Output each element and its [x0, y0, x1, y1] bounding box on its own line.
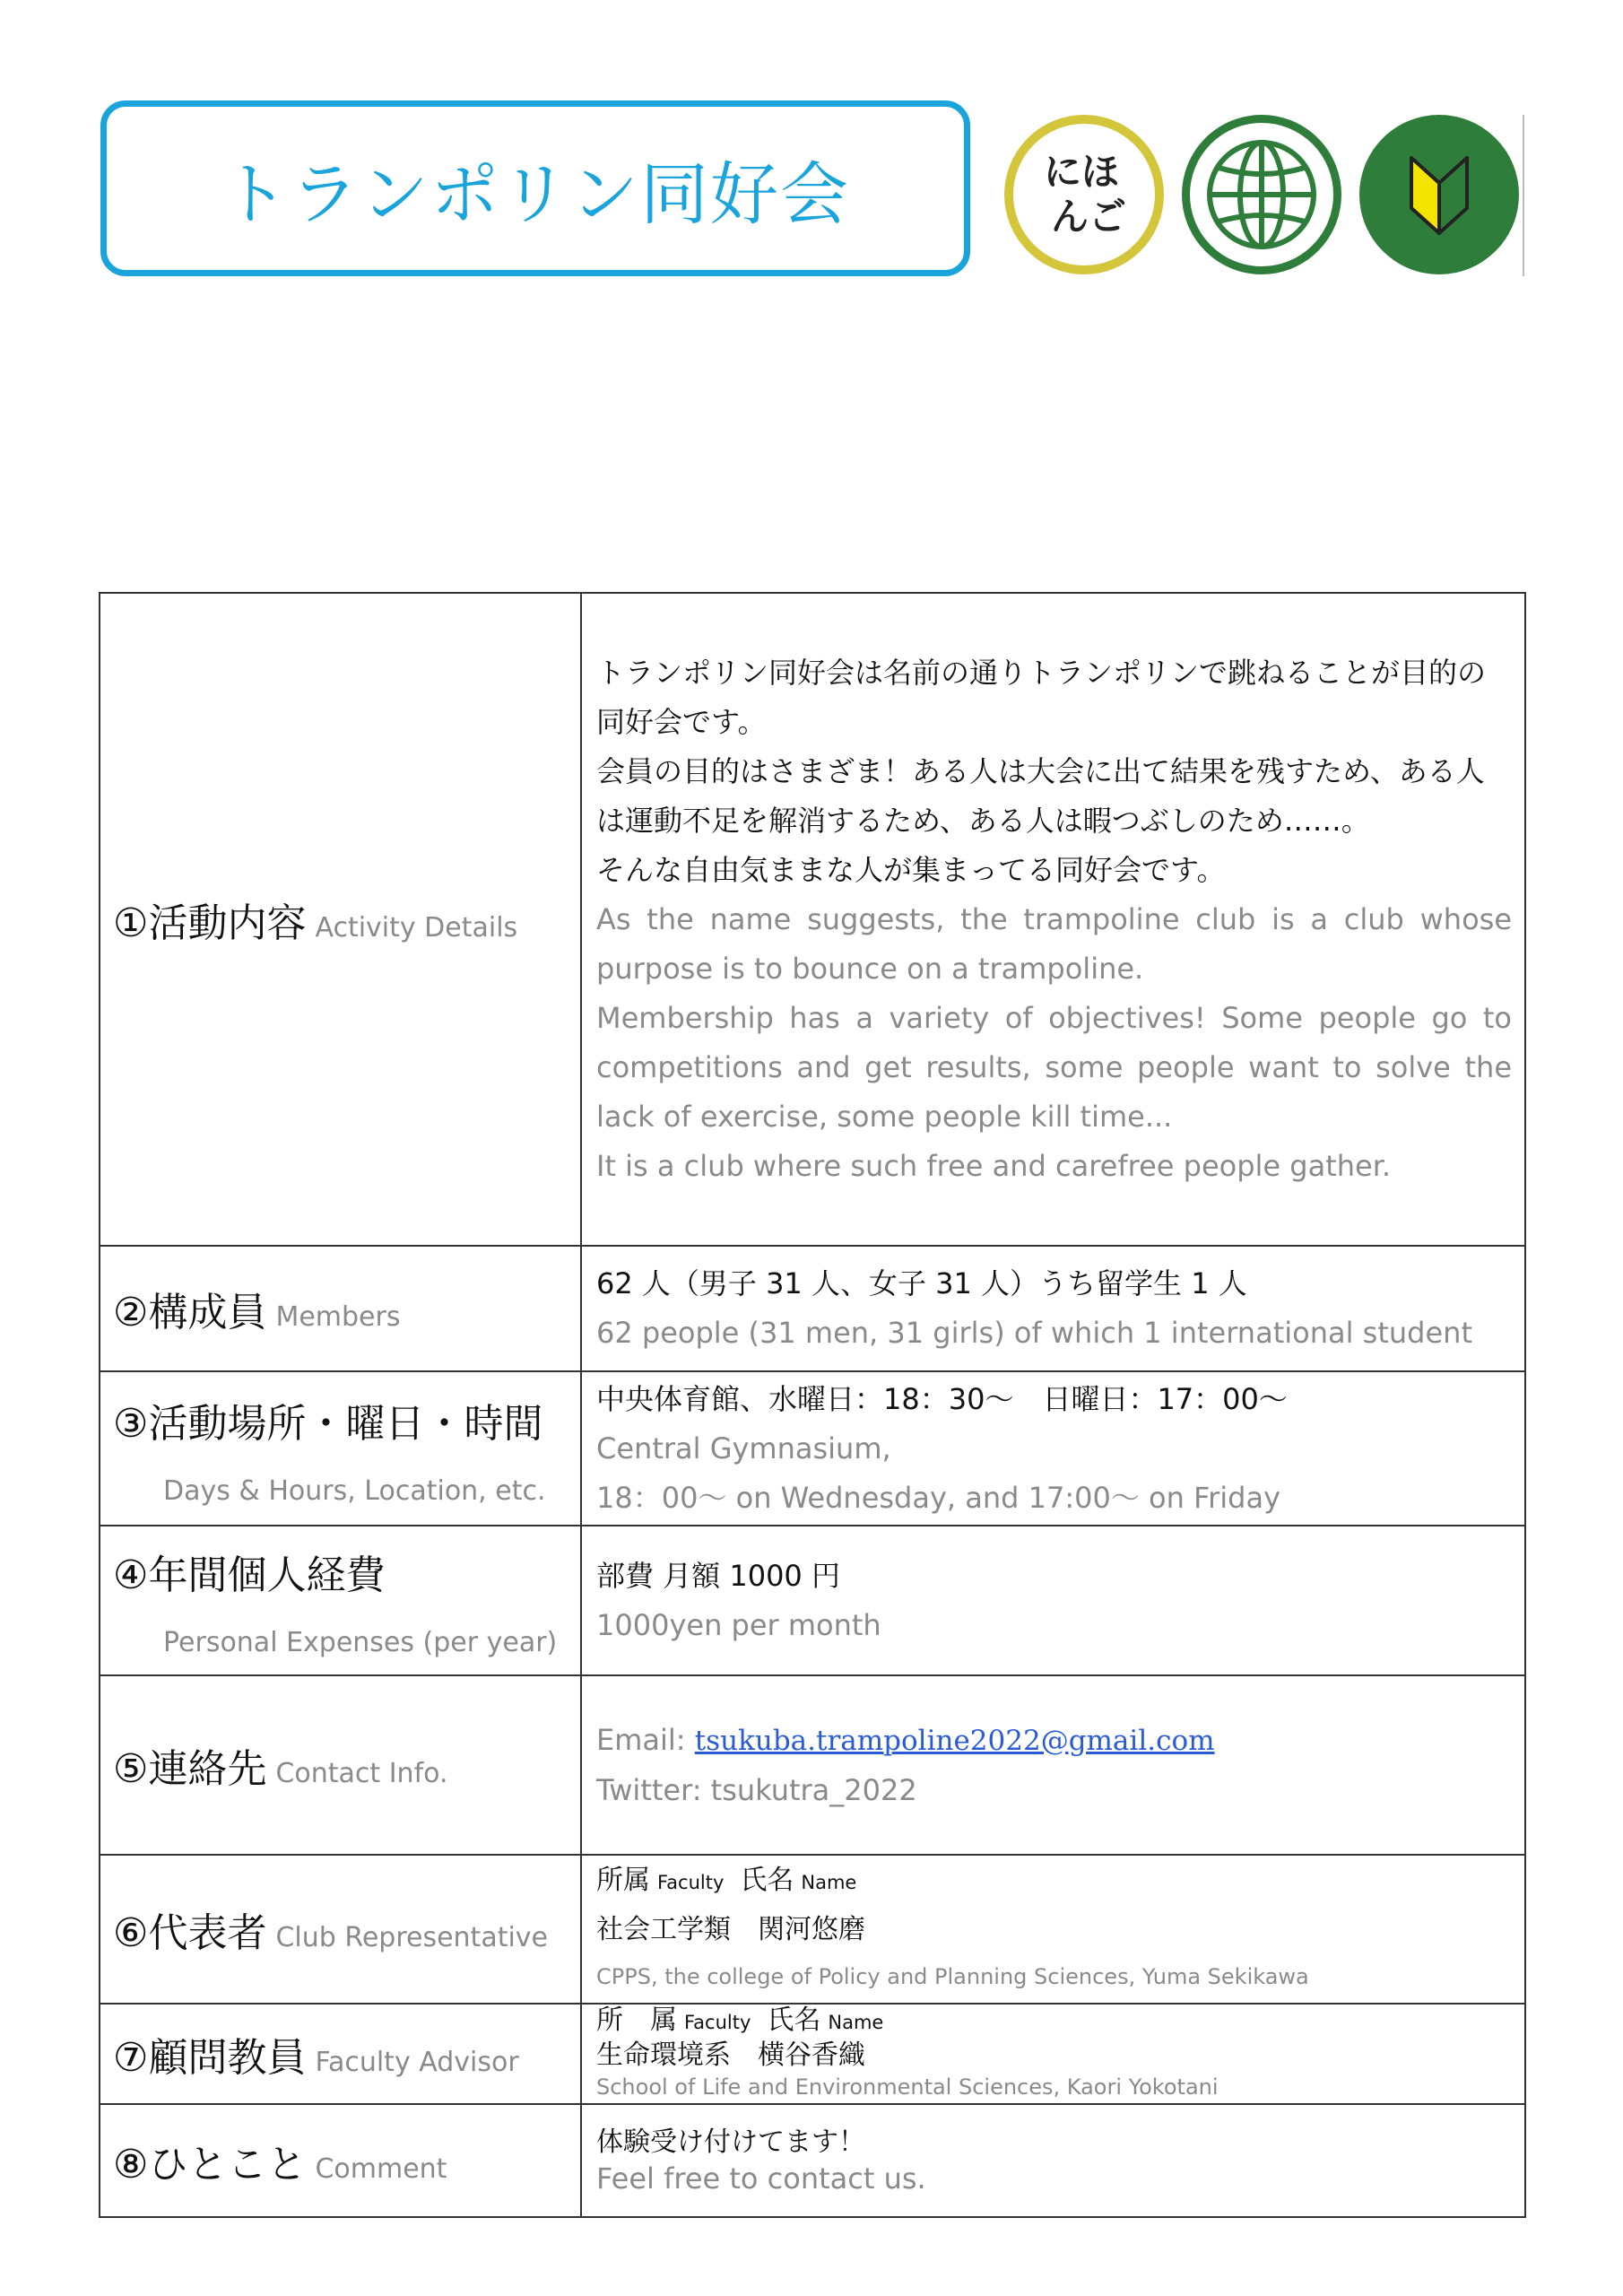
adv-value-en: School of Life and Environmental Sciences, Kaori Yokotani: [596, 2074, 1219, 2100]
activity-value-cell: [581, 593, 1525, 1246]
row-contact: [100, 1675, 1525, 1855]
location-en-2: 18：00～ on Wednesday, and 17:00～ on Friday: [596, 1480, 1281, 1515]
nihongo-badge-icon: [1004, 115, 1164, 274]
rep-value-jp: 社会工学類 関河悠磨: [596, 1914, 865, 1945]
globe-icon: [1182, 115, 1341, 274]
members-value-cell: [581, 1246, 1525, 1371]
advisor-label-jp: ⑦顧問教員: [113, 2035, 307, 2081]
rep-value-en: CPPS, the college of Policy and Planning Sciences, Yuma Sekikawa: [596, 1964, 1309, 1989]
activity-label-cell: [100, 593, 581, 1246]
rep-name-en: Name: [801, 1872, 857, 1893]
location-label-en: Days & Hours, Location, etc.: [163, 1474, 546, 1507]
members-label-jp: ②構成員: [113, 1290, 267, 1335]
comment-value-cell: [581, 2104, 1525, 2217]
contact-label-jp: ⑤連絡先: [113, 1746, 267, 1792]
email-label: Email:: [596, 1722, 695, 1757]
comment-label-cell: [100, 2104, 581, 2217]
email-link[interactable]: tsukuba.trampoline2022@gmail.com: [694, 1724, 1215, 1757]
expenses-en: 1000yen per month: [596, 1607, 881, 1642]
contact-label-cell: [100, 1675, 581, 1855]
adv-faculty-jp: 所 属: [596, 2005, 677, 2036]
expenses-jp: 部費 月額 1000 円: [596, 1558, 840, 1593]
members-label-en: Members: [275, 1301, 401, 1333]
advisor-label-en: Faculty Advisor: [315, 2047, 519, 2078]
activity-jp-3: そんな自由気ままな人が集まってる同好会です。: [596, 852, 1226, 887]
rep-name-jp: 氏名: [740, 1865, 794, 1896]
club-info-table: [99, 592, 1526, 2218]
location-en-1: Central Gymnasium,: [596, 1431, 891, 1465]
location-value-cell: [581, 1371, 1525, 1526]
expenses-value-cell: [581, 1526, 1525, 1675]
row-advisor: [100, 2004, 1525, 2104]
representative-value-cell: [581, 1855, 1525, 2004]
contact-label-en: Contact Info.: [275, 1758, 448, 1789]
expenses-label-en: Personal Expenses (per year): [163, 1627, 558, 1658]
row-representative: [100, 1855, 1525, 2004]
adv-name-en: Name: [828, 2012, 884, 2033]
adv-faculty-en: Faculty: [684, 2012, 751, 2033]
rep-faculty-jp: 所属: [596, 1865, 650, 1896]
members-jp: 62 人（男子 31 人、女子 31 人）うち留学生 1 人: [596, 1266, 1247, 1300]
activity-en-2: Membership has a variety of objectives! Some people go to competitions and get results, some people want to solve the lack of exercise, some people kill time...: [596, 1000, 1512, 1134]
row-expenses: [100, 1526, 1525, 1675]
row-comment: [100, 2104, 1525, 2217]
activity-jp-1: トランポリン同好会は名前の通りトランポリンで跳ねることが目的の同好会です。: [596, 655, 1487, 739]
activity-label-en: Activity Details: [315, 912, 518, 944]
location-label-cell: [100, 1371, 581, 1526]
club-title: トランポリン同好会: [221, 153, 850, 234]
row-location: [100, 1371, 1525, 1526]
expenses-label-cell: [100, 1526, 581, 1675]
activity-en-1: As the name suggests, the trampoline club is a club whose purpose is to bounce on a trampoline.: [596, 901, 1512, 986]
advisor-label-cell: [100, 2004, 581, 2104]
header-edge-line: [1523, 115, 1524, 276]
activity-en-3: It is a club where such free and carefree people gather.: [596, 1148, 1392, 1183]
comment-label-en: Comment: [315, 2153, 447, 2185]
contact-value-cell: [581, 1675, 1525, 1855]
nihongo-badge-line1: にほ: [1043, 150, 1119, 194]
advisor-header: [596, 2005, 1512, 2039]
location-jp: 中央体育館、水曜日：18：30～ 日曜日：17：00～: [596, 1381, 1288, 1416]
comment-label-jp: ⑧ひとこと: [113, 2142, 307, 2187]
members-label-cell: [100, 1246, 581, 1371]
rep-faculty-en: Faculty: [657, 1872, 725, 1893]
row-activity: [100, 593, 1525, 1246]
beginner-mark-icon: [1359, 115, 1519, 274]
nihongo-badge-line2: んご: [1050, 195, 1126, 239]
activity-jp-2: 会員の目的はさまざま！ある人は大会に出て結果を残すため、ある人は運動不足を解消するため、ある人は暇つぶしのため……。: [596, 753, 1485, 838]
members-en: 62 people (31 men, 31 girls) of which 1 international student: [596, 1316, 1472, 1350]
club-title-box: [100, 100, 970, 276]
location-label-jp: ③活動場所・曜日・時間: [113, 1400, 543, 1447]
representative-header: [596, 1858, 1512, 1907]
representative-label-jp: ⑥代表者: [113, 1910, 267, 1956]
contact-twitter: Twitter: tsukutra_2022: [596, 1772, 917, 1807]
representative-label-cell: [100, 1855, 581, 2004]
contact-email-line: [596, 1716, 1512, 1766]
adv-value-jp: 生命環境系 横谷香織: [596, 2039, 865, 2071]
adv-name-jp: 氏名: [767, 2005, 821, 2036]
row-members: [100, 1246, 1525, 1371]
comment-en: Feel free to contact us.: [596, 2161, 926, 2196]
activity-label-jp: ①活動内容: [113, 900, 307, 946]
comment-jp: 体験受け付けてます！: [596, 2126, 865, 2158]
advisor-value-cell: [581, 2004, 1525, 2104]
expenses-label-jp: ④年間個人経費: [113, 1552, 386, 1598]
representative-label-en: Club Representative: [275, 1922, 549, 1953]
